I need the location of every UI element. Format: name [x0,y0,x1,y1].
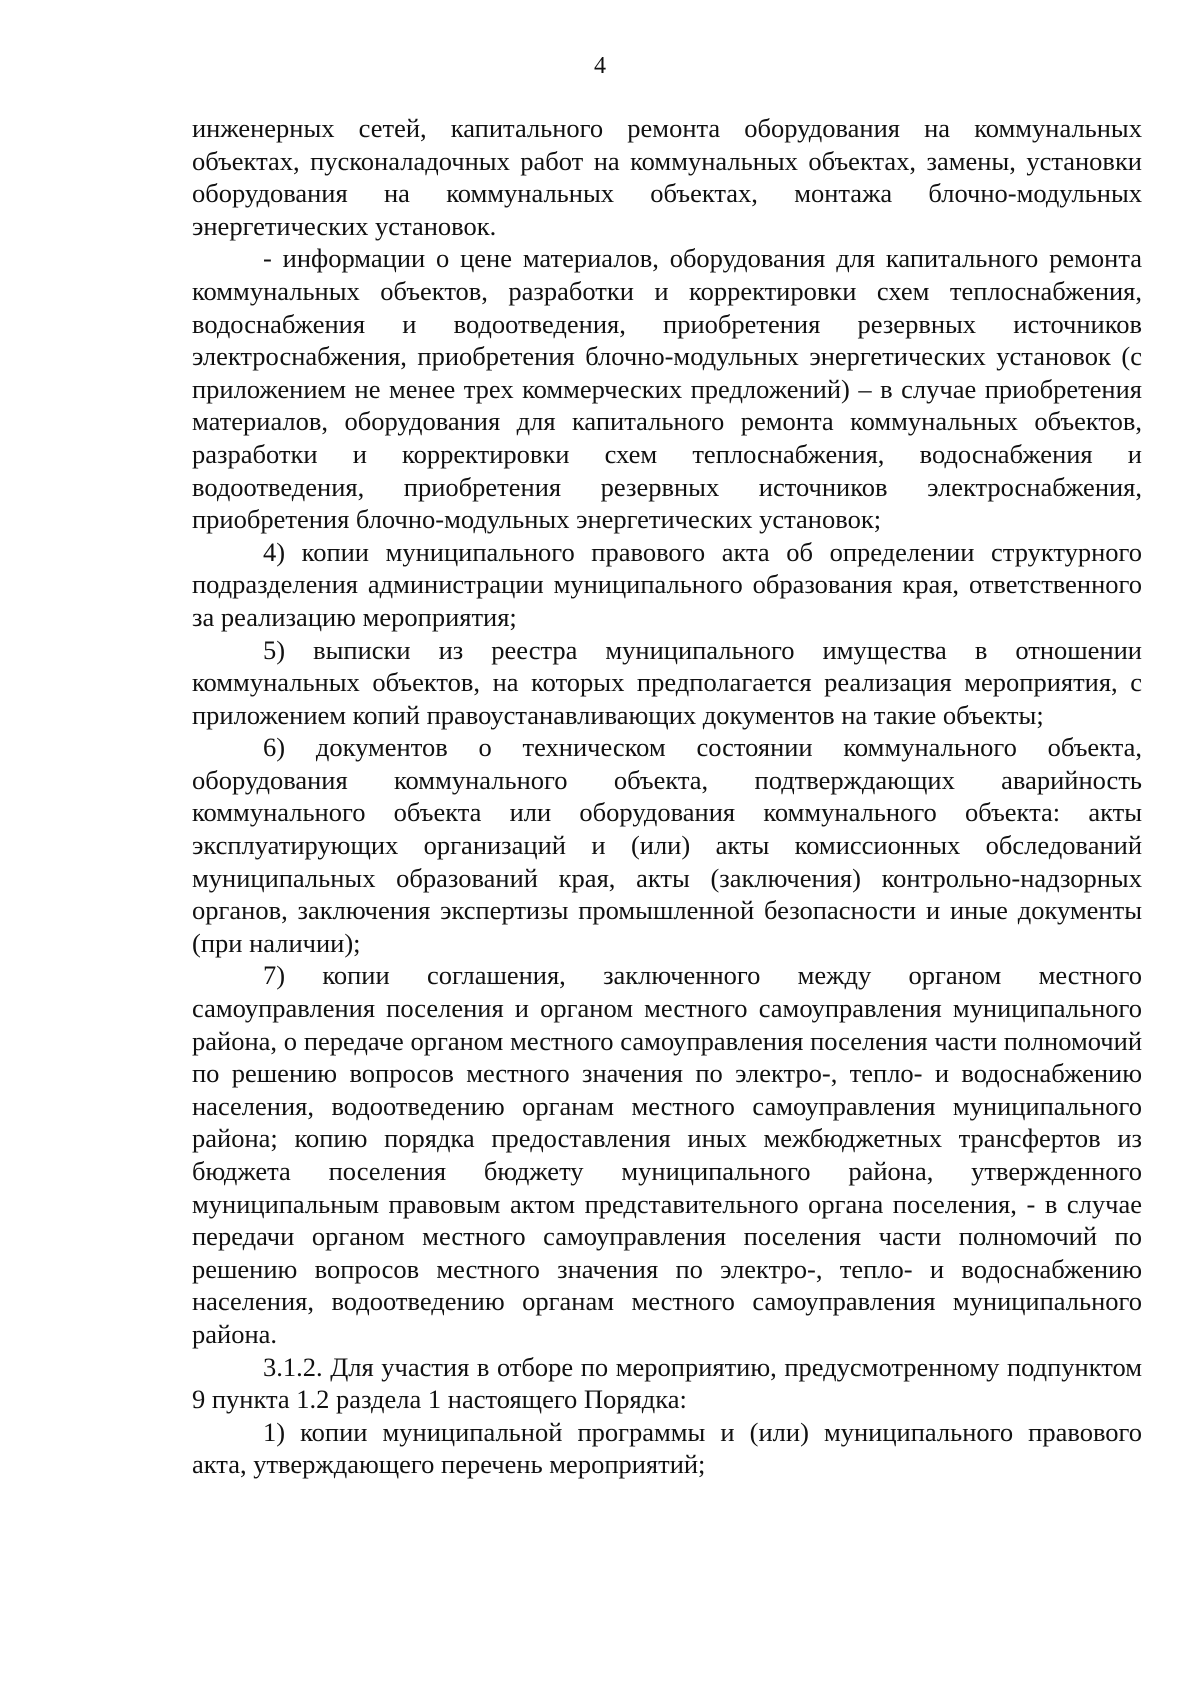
paragraph-section-3-1-2: 3.1.2. Для участия в отборе по мероприятию, предусмотренному подпунктом 9 пункта 1.2 раздела 1 настоящего Порядка: [192,1351,1142,1415]
paragraph-item-1: 1) копии муниципальной программы и (или) муниципального правового акта, утверждающего перечень мероприятий; [192,1416,1142,1480]
paragraph-item-5: 5) выписки из реестра муниципального имущества в отношении коммунальных объектов, на которых предполагается реализация мероприятия, с приложением копий правоустанавливающих документов на такие объекты; [192,634,1142,730]
document-text-body [192,112,1142,1481]
paragraph-item-7: 7) копии соглашения, заключенного между органом местного самоуправления поселения и органом местного самоуправления муниципального района, о передаче органом местного самоуправления поселения части полномочий по решению вопросов местного значения по электро-, тепло- и водоснабжению населения, водоотведению органам местного самоуправления муниципального района; копию порядка предоставления иных межбюджетных трансфертов из бюджета поселения бюджету муниципального района, утвержденного муниципальным правовым актом представительного органа поселения, - в случае передачи органом местного самоуправления поселения части полномочий по решению вопросов местного значения по электро-, тепло- и водоснабжению населения, водоотведению органам местного самоуправления муниципального района. [192,960,1142,1349]
paragraph-continuation: инженерных сетей, капитального ремонта оборудования на коммунальных объектах, пусконаладочных работ на коммунальных объектах, замены, установки оборудования на коммунальных объектах, монтажа блочно-модульных энергетических установок. [192,113,1142,241]
paragraph-price-info: - информации о цене материалов, оборудования для капитального ремонта коммунальных объектов, разработки и корректировки схем теплоснабжения, водоснабжения и водоотведения, приобретения резервных источников электроснабжения, приобретения блочно-модульных энергетических установок (с приложением не менее трех коммерческих предложений) – в случае приобретения материалов, оборудования для капитального ремонта коммунальных объектов, разработки и корректировки схем теплоснабжения, водоснабжения и водоотведения, приобретения резервных источников электроснабжения, приобретения блочно-модульных энергетических установок; [192,243,1142,535]
paragraph-item-6: 6) документов о техническом состоянии коммунального объекта, оборудования коммунального объекта, подтверждающих аварийность коммунального объекта или оборудования коммунального объекта: акты эксплуатирующих организаций и (или) акты комиссионных обследований муниципальных образований края, акты (заключения) контрольно-надзорных органов, заключения экспертизы промышленной безопасности и иные документы (при наличии); [192,732,1142,958]
paragraph-item-4: 4) копии муниципального правового акта об определении структурного подразделения администрации муниципального образования края, ответственного за реализацию мероприятия; [192,536,1142,632]
page-number: 4 [594,53,606,79]
